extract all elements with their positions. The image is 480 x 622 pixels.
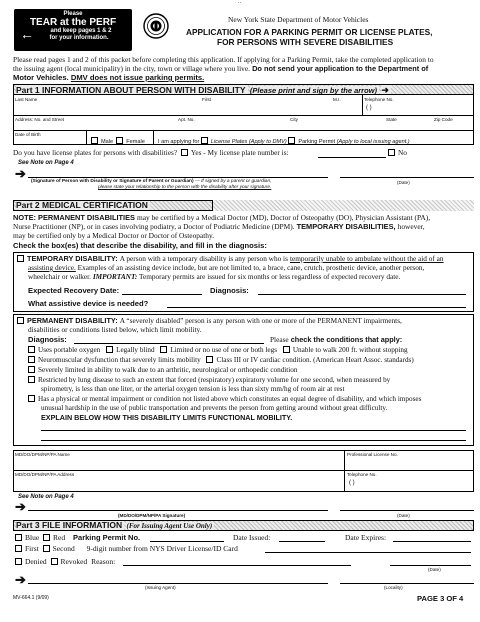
cardiac-checkbox[interactable] [206,356,213,363]
license-plates-label: License Plates (Apply to DMV) [210,139,287,145]
blind-checkbox[interactable] [106,346,113,353]
plate-number-line[interactable] [318,157,386,158]
part2-see-note: See Note on Page 4 [18,494,74,500]
plates-question-row [13,148,289,157]
sex-options [91,137,145,145]
check-conditions-label: check the conditions that apply: [290,335,403,344]
intro-line-2 [13,64,428,73]
cond-limited: Limited or no use of one or both legs [170,346,278,354]
department-name: New York State Department of Motor Vehicles [228,15,369,24]
tear-line-3: and keep pages 1 & 2 [50,28,112,34]
date-issued-field[interactable] [279,541,325,542]
form-title-line-1: APPLICATION FOR A PARKING PERMIT OR LICENSE PLATES, [186,27,433,37]
part2-header [13,200,213,211]
temp-diagnosis-label: Diagnosis: [210,286,249,295]
tear-line-2: TEAR at the PERF [29,17,117,28]
cond-phys-2: unusual hardship in the use of public transportation and prevents the person from getting around without great difficulty. [41,404,388,412]
intro-line-3 [13,73,204,82]
denied-checkbox[interactable] [15,558,22,565]
part1-note: (Please print and sign by the arrow) [249,86,377,95]
applying-prefix: I am applying for [158,139,200,145]
md-address-label: MD/DO/DPM/NP/PA Address [15,472,75,477]
parking-permit-label: Parking Permit [298,139,336,145]
physical-checkbox[interactable] [28,395,35,402]
md-telephone-field[interactable]: ( ) [349,480,355,486]
cond-oxygen: Uses portable oxygen [38,346,101,354]
city-label: City [290,117,298,122]
locality-label: (Locality) [384,585,403,590]
license-plates-checkbox[interactable] [201,137,208,144]
temp-line-1 [17,254,444,263]
female-label: Female [126,139,145,145]
cond-row-3 [28,366,297,375]
parking-permit-checkbox[interactable] [288,137,295,144]
temp-text-3: wheelchair or walker. [28,272,92,281]
lung-checkbox[interactable] [28,376,35,383]
reason-field[interactable] [123,565,351,566]
md-signature-line[interactable] [28,510,328,511]
part1-title: Part 1 INFORMATION ABOUT PERSON WITH DISABILITY [16,85,246,95]
nine-digit-field[interactable] [265,552,471,553]
part1-see-note: See Note on Page 4 [18,160,74,166]
arthritic-checkbox[interactable] [28,366,35,373]
explain-line-2[interactable] [41,440,466,441]
perm-diagnosis-field[interactable] [74,343,264,344]
red-checkbox[interactable] [43,534,50,541]
female-checkbox[interactable] [116,137,123,144]
date-expires-field[interactable] [393,541,471,542]
intro-bold-2: Motor Vehicles. [13,73,69,82]
cond-lung-2: spirometry, is less than one liter, or the arterial oxygen tension is less than sixty mm/hg of room air at rest [41,385,345,393]
second-label: Second [52,544,75,553]
issuing-agent-label: (Issuing Agent) [145,585,176,590]
check-instruction: Check the box(es) that describe the disability, and fill in the diagnosis: [13,241,267,250]
part3-title: Part 3 FILE INFORMATION [16,520,123,530]
part2-header-shade [213,200,474,211]
temp-line-3 [28,272,400,281]
issuing-agent-arrow-icon: ➔ [15,572,26,587]
last-name-field[interactable] [15,103,195,114]
md-name-field[interactable] [15,458,340,469]
intro-bold-inline: Do not send your application to the Department of [252,64,429,73]
part3-note: (For Issuing Agent Use Only) [126,522,213,530]
md-signature-arrow-icon: ➔ [15,499,26,514]
cond-row-5 [28,395,421,404]
applicant-signature-line[interactable] [28,177,328,178]
first-name-label: First [202,97,211,102]
state-label: State [386,117,397,122]
cond-phys-1: Has a physical or mental impairment or condition not listed above which constitutes an equal degree of disability, and which imposes [38,395,422,403]
applicant-date-line[interactable] [340,177,474,178]
issuing-agent-line[interactable] [28,583,328,584]
first-name-field[interactable] [202,103,322,114]
md-signature-label: (MD/DO/DPM/NP/PA Signature) [118,513,186,518]
note-text-2: Nurse Practitioner (NP), or in cases involving podiatry, a Doctor of Podiatric Medicine (DPM). [13,222,295,231]
second-checkbox[interactable] [43,545,50,552]
expected-recovery-field[interactable] [122,294,202,295]
plates-no-checkbox[interactable] [388,149,395,156]
temp-diagnosis-field[interactable] [258,294,466,295]
left-arrow-icon: ← [20,26,34,42]
md-date-label: (Date) [397,513,410,518]
denied-label: Denied [25,557,47,566]
plates-question: Do you have license plates for persons with disabilities? [13,148,178,157]
perm-text-1: A “severely disabled” person is any person with one or more of the PERMANENT impairments, [119,316,402,325]
nys-seal-icon [143,13,169,39]
plates-no-label: No [398,148,407,157]
part3-row-2 [15,544,238,553]
plates-yes-label: Yes - My license plate number is: [190,148,289,157]
signature-label: (Signature of Person with Disability or Signature of Parent or Guardian) [31,179,194,184]
red-label: Red [53,533,66,542]
temp-text-2: Examples of an assisting device include, but are not limited to, a brace, cane, crutch, prosthetic device, another person, [77,263,425,272]
part2-title: Part 2 MEDICAL CERTIFICATION [16,200,148,210]
perm-line-1 [17,316,402,325]
telephone-field[interactable]: ( ) [366,105,372,111]
plates-yes-checkbox[interactable] [181,149,188,156]
cond-200: Unable to walk 200 ft. without stopping [292,346,408,354]
intro-dmv-note: DMV does not issue parking permits. [70,73,205,82]
parking-permit-note: (Apply to local issuing agent.) [336,139,410,145]
first-checkbox[interactable] [15,545,22,552]
male-checkbox[interactable] [91,137,98,144]
check-conditions-pre: Please [270,335,289,344]
date-expires-label: Date Expires: [345,533,387,542]
blue-label: Blue [25,533,40,542]
address-label: Address: No. and Street [15,117,65,122]
right-arrow-icon: ➜ [381,85,389,95]
temp-text-4: Temporary permits are issued for six months or less regardless of expected recovery date. [139,272,401,281]
md-name-label: MD/DO/DPM/NP/PA Name [15,452,70,457]
form-title-line-2: FOR PERSONS WITH SEVERE DISABILITIES [217,37,394,47]
address-field[interactable] [15,122,470,130]
oxygen-checkbox[interactable] [28,346,35,353]
intro-text-2: the issuing agent (local municipality) in the city, town or village where you live. [13,64,250,73]
part1-header [13,84,474,95]
dob-label: Date of Birth [15,132,41,137]
walk-200-checkbox[interactable] [283,346,290,353]
part3-header [13,520,474,531]
top-mark: ' ' [238,1,242,6]
part3-row-1 [15,533,140,542]
expected-recovery-label: Expected Recovery Date: [28,286,120,295]
assistive-device-label: What assistive device is needed? [28,299,149,308]
permit-no-field[interactable] [150,541,224,542]
tear-line-1: Please [63,11,83,17]
locality-line[interactable] [340,583,474,584]
date-issued-label: Date Issued: [233,533,271,542]
perm-label: PERMANENT DISABILITY: [27,316,118,325]
cond-row-1 [28,346,408,355]
permit-no-label: Parking Permit No. [73,533,141,542]
temporary-checkbox[interactable] [17,255,24,262]
neuro-checkbox[interactable] [28,356,35,363]
applicant-date-label: (Date) [397,180,410,185]
part2-note-line-2 [13,222,425,231]
explain-label: EXPLAIN BELOW HOW THIS DISABILITY LIMITS FUNCTIONAL MOBILITY. [41,413,293,422]
intro-line-1: Please read pages 1 and 2 of this packet before completing this application. If applying for a Parking Permit, take the completed application to [13,55,434,64]
signature-note: — If signed by a parent or guardian, [194,179,272,184]
note-text-1: may be certified by a Medical Doctor (MD), Doctor of Osteopathy (DO), Physician Assistant (PA), [137,213,431,222]
telephone-label: Telephone No. [364,97,394,102]
part2-note-line-1 [13,213,430,222]
nine-digit-label: 9-digit number from NYS Driver License/ID Card [86,544,238,553]
part3-date-line[interactable] [390,565,471,566]
note-text-4: may be certified only by a Medical Doctor or Doctor of Osteopathy. [13,231,215,240]
prof-license-label: Professional License No. [347,452,398,457]
mi-label: M.I. [333,97,341,102]
tear-instruction-box [14,9,132,51]
md-date-line[interactable] [340,510,474,511]
cond-class: Class III or IV cardiac condition. (American Heart Assoc. standards) [216,356,414,364]
cond-neuro: Neuromuscular dysfunction that severely limits mobility [38,356,201,364]
cond-row-2 [28,356,414,365]
applying-for-row [158,137,410,145]
last-name-label: Last Name [15,97,38,102]
part3-row-3 [15,557,115,566]
blue-checkbox[interactable] [15,534,22,541]
plates-no [388,148,407,157]
cond-arthritic: Severely limited in ability to walk due to an arthritic, neurological or orthopedic condition [38,366,298,374]
check-conditions [270,335,402,344]
revoked-checkbox[interactable] [51,558,58,565]
cond-blind: Legally blind [116,346,155,354]
perm-diagnosis-label: Diagnosis: [28,335,67,344]
explain-line-1[interactable] [41,430,466,431]
apt-label: Apt. No. [178,117,195,122]
revoked-label: Revoked [60,557,88,566]
tear-line-4: for your information. [49,35,109,41]
assistive-device-field[interactable] [167,307,466,308]
temp-text-1: A person with a temporary disability is any person who is [119,254,288,263]
prof-license-field[interactable] [347,458,471,469]
temp-text-u: temporarily unable to ambulate without the aid of an [289,254,444,263]
signature-arrow-icon: ➔ [15,166,26,181]
temp-line-2 [28,263,424,272]
permanent-checkbox[interactable] [17,317,24,324]
page-number: PAGE 3 OF 4 [417,594,464,603]
first-label: First [25,544,39,553]
temp-label: TEMPORARY DISABILITY: [27,254,118,263]
male-label: Male [101,139,114,145]
temp-important: IMPORTANT: [92,272,138,281]
note-label: NOTE: PERMANENT DISABILITIES [13,213,135,222]
signature-note-2: please state your relationship to the person with the disability after your signature. [98,185,272,190]
reason-label: Reason: [91,557,116,566]
limited-legs-checkbox[interactable] [160,346,167,353]
note-temporary: TEMPORARY DISABILITIES, [296,222,396,231]
note-text-3: however, [397,222,425,231]
perm-text-2: disabilities or conditions listed below, which limit mobility. [28,325,202,334]
md-telephone-label: Telephone No. [347,472,377,477]
cond-row-4 [28,376,390,385]
md-address-field[interactable] [15,478,340,490]
temp-text-u2: assisting device. [28,263,76,272]
zip-label: Zip Code [434,117,453,122]
form-number: MV-664.1 (9/09) [13,595,49,601]
cond-lung-1: Restricted by lung disease to such an extent that forced (respiratory) expiratory volume for one second, when measured by [38,376,391,384]
part3-date-label: (Date) [428,567,441,572]
